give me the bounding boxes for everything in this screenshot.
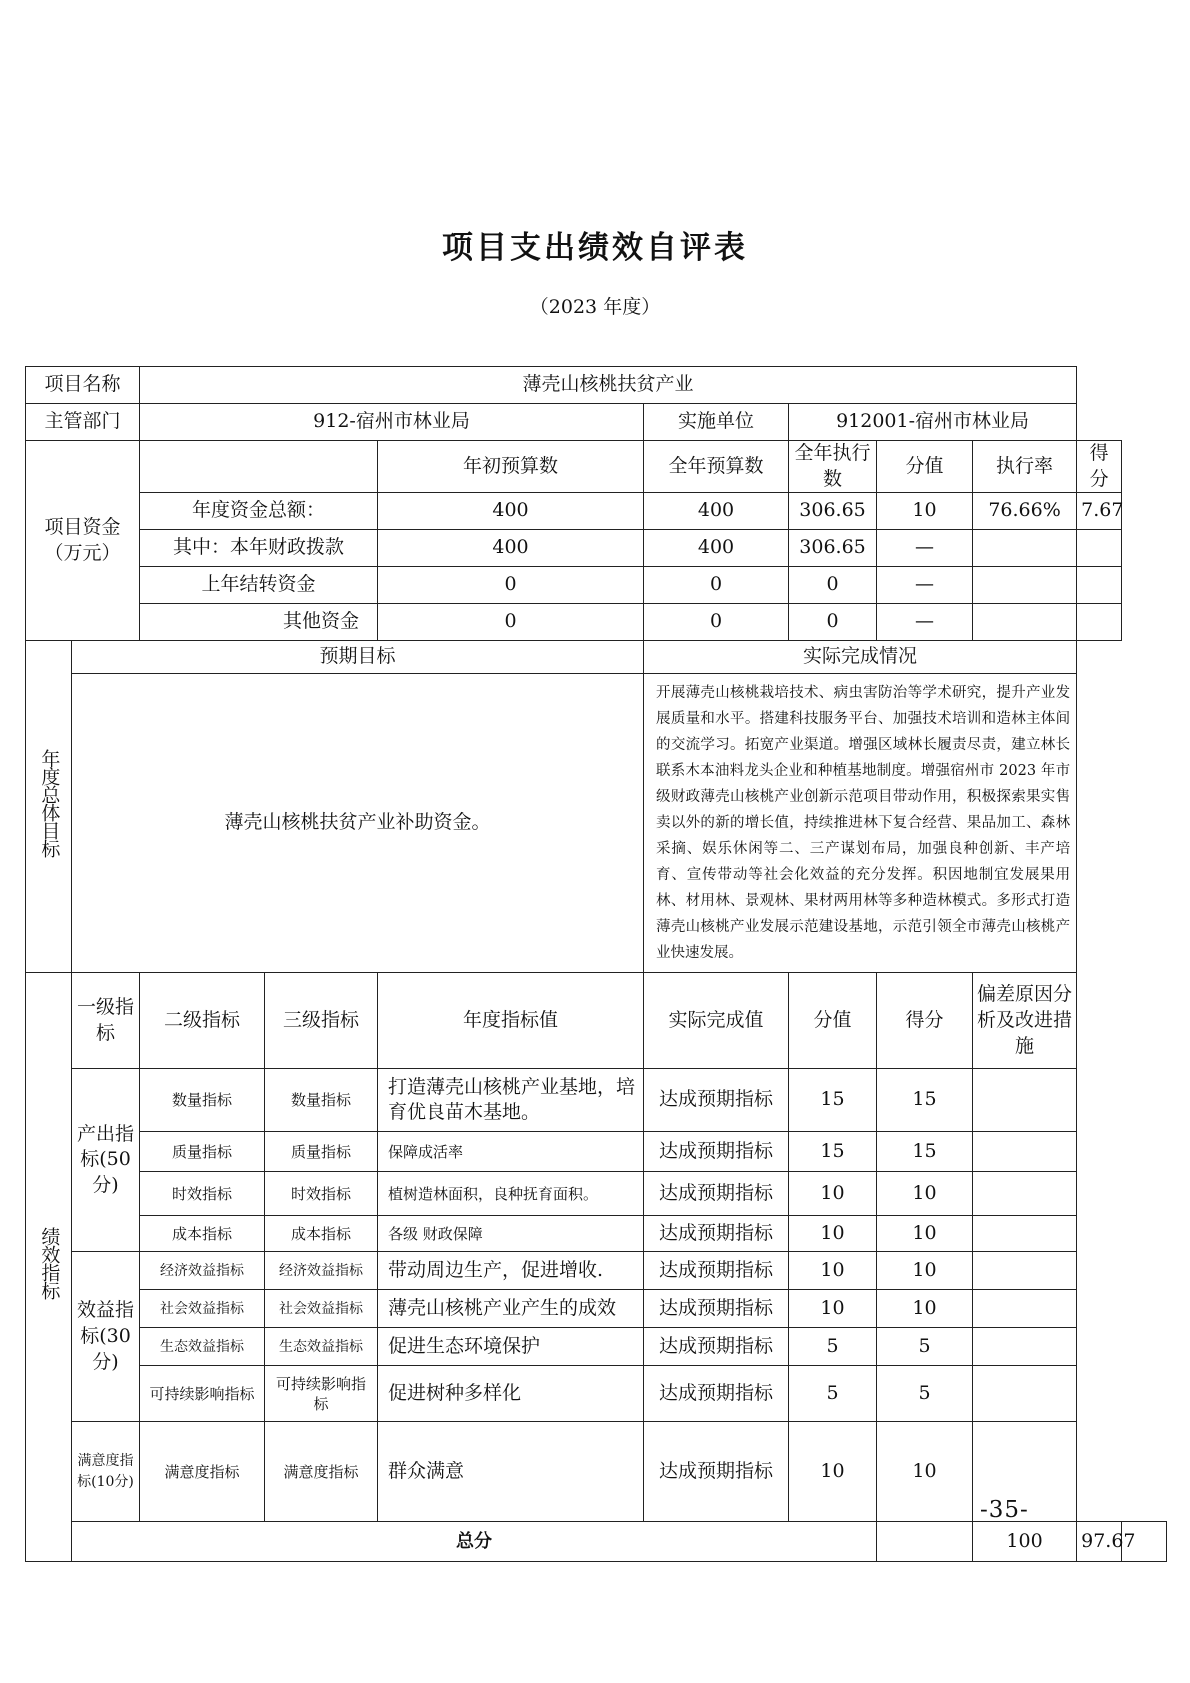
funds-label-line2: （万元） <box>44 541 121 564</box>
level2-cell: 满意度指标 <box>140 1422 265 1522</box>
total-score-value: 100 <box>973 1522 1077 1562</box>
score-cell: 10 <box>877 1216 973 1252</box>
target-cell: 带动周边生产，促进增收. <box>378 1252 644 1290</box>
funds-cell: 76.66% <box>973 493 1077 530</box>
form-year: （2023 年度） <box>529 296 661 318</box>
funds-cell: 0 <box>789 567 877 604</box>
funds-row-label: 年度资金总额： <box>140 493 378 530</box>
actual-cell: 达成预期指标 <box>644 1132 789 1172</box>
level2-cell: 生态效益指标 <box>140 1328 265 1366</box>
goals-label <box>26 641 72 973</box>
score-value-cell: 10 <box>789 1290 877 1328</box>
target-cell: 植树造林面积，良种抚育面积。 <box>378 1172 644 1216</box>
indicator-row <box>26 1132 1167 1172</box>
funds-cell: 0 <box>644 567 789 604</box>
funds-cell: 0 <box>378 604 644 641</box>
project-name-value: 薄壳山核桃扶贫产业 <box>140 367 1077 404</box>
score-value-cell: 10 <box>789 1422 877 1522</box>
target-cell: 促进树种多样化 <box>378 1366 644 1422</box>
target-cell: 薄壳山核桃产业产生的成效 <box>378 1290 644 1328</box>
score-cell: 10 <box>877 1172 973 1216</box>
funds-cell: 400 <box>644 530 789 567</box>
level3-cell: 可持续影响指标 <box>265 1366 378 1422</box>
deviation-cell <box>973 1290 1077 1328</box>
indicator-row <box>26 1328 1167 1366</box>
total-label: 总分 <box>72 1522 877 1562</box>
level1-header: 一级指标 <box>72 973 140 1069</box>
actual-cell: 达成预期指标 <box>644 1172 789 1216</box>
funds-cell: 10 <box>877 493 973 530</box>
deviation-cell <box>973 1132 1077 1172</box>
score-cell: 10 <box>877 1422 973 1522</box>
funds-cell <box>1077 530 1122 567</box>
funds-cell <box>973 567 1077 604</box>
funds-row-label: 其他资金 <box>140 604 378 641</box>
total-row <box>26 1522 1167 1562</box>
funds-row <box>26 493 1167 530</box>
implementer-label: 实施单位 <box>644 404 789 441</box>
level3-cell: 成本指标 <box>265 1216 378 1252</box>
funds-row <box>26 567 1167 604</box>
level2-cell: 成本指标 <box>140 1216 265 1252</box>
actual-header: 实际完成值 <box>644 973 789 1069</box>
funds-cell: — <box>877 567 973 604</box>
score-cell: 15 <box>877 1069 973 1132</box>
deviation-cell <box>973 1172 1077 1216</box>
funds-row-label: 其中：本年财政拨款 <box>140 530 378 567</box>
level3-cell: 社会效益指标 <box>265 1290 378 1328</box>
funds-cell <box>973 604 1077 641</box>
indicators-label-text: 绩效指标 <box>38 1227 61 1300</box>
score-value-cell: 5 <box>789 1328 877 1366</box>
level3-cell: 生态效益指标 <box>265 1328 378 1366</box>
funds-cell: — <box>877 530 973 567</box>
level2-header: 二级指标 <box>140 973 265 1069</box>
deviation-cell <box>973 1328 1077 1366</box>
level2-cell: 质量指标 <box>140 1132 265 1172</box>
indicators-header-row <box>26 973 1167 1069</box>
score-cell: 10 <box>877 1252 973 1290</box>
level3-cell: 时效指标 <box>265 1172 378 1216</box>
page-number: -35- <box>980 1497 1029 1523</box>
funds-cell: 400 <box>378 493 644 530</box>
score-value-cell: 5 <box>789 1366 877 1422</box>
deviation-cell <box>973 1216 1077 1252</box>
score-value-cell: 10 <box>789 1172 877 1216</box>
total-actual <box>877 1522 973 1562</box>
department-label: 主管部门 <box>26 404 140 441</box>
actual-cell: 达成预期指标 <box>644 1290 789 1328</box>
score-cell: 5 <box>877 1366 973 1422</box>
implementer-value: 912001-宿州市林业局 <box>789 404 1077 441</box>
funds-cell <box>973 530 1077 567</box>
target-cell: 打造薄壳山核桃产业基地，培育优良苗木基地。 <box>378 1069 644 1132</box>
target-cell: 群众满意 <box>378 1422 644 1522</box>
level3-cell: 经济效益指标 <box>265 1252 378 1290</box>
funds-cell: 306.65 <box>789 493 877 530</box>
funds-cell: 306.65 <box>789 530 877 567</box>
target-cell: 促进生态环境保护 <box>378 1328 644 1366</box>
actual-cell: 达成预期指标 <box>644 1366 789 1422</box>
funds-cell <box>1077 567 1122 604</box>
actual-cell: 达成预期指标 <box>644 1252 789 1290</box>
funds-header-rate: 执行率 <box>973 441 1077 493</box>
target-cell: 各级 财政保障 <box>378 1216 644 1252</box>
deviation-cell <box>973 1252 1077 1290</box>
project-name-row <box>26 367 1167 404</box>
indicator-row <box>26 1252 1167 1290</box>
deviation-header: 偏差原因分析及改进措施 <box>973 973 1077 1069</box>
benefit-indicators-group: 效益指标(30分) <box>72 1252 140 1422</box>
goals-content-row <box>26 674 1167 973</box>
output-indicators-group: 产出指标(50分) <box>72 1069 140 1252</box>
level3-cell: 数量指标 <box>265 1069 378 1132</box>
goals-label-text: 年度总体目标 <box>38 748 61 857</box>
funds-header-score: 得分 <box>1077 441 1122 493</box>
level2-cell: 社会效益指标 <box>140 1290 265 1328</box>
funds-row <box>26 604 1167 641</box>
deviation-cell <box>973 1366 1077 1422</box>
funds-header-score-value: 分值 <box>877 441 973 493</box>
department-value: 912-宿州市林业局 <box>140 404 644 441</box>
level2-cell: 可持续影响指标 <box>140 1366 265 1422</box>
actual-cell: 达成预期指标 <box>644 1328 789 1366</box>
actual-cell: 达成预期指标 <box>644 1069 789 1132</box>
score-cell: 10 <box>877 1290 973 1328</box>
funds-cell <box>1077 604 1122 641</box>
performance-table <box>25 366 1167 1562</box>
funds-label <box>26 441 140 641</box>
funds-cell: — <box>877 604 973 641</box>
funds-header-annual: 全年预算数 <box>644 441 789 493</box>
project-name-label: 项目名称 <box>26 367 140 404</box>
indicator-row <box>26 1172 1167 1216</box>
level3-cell: 满意度指标 <box>265 1422 378 1522</box>
target-cell: 保障成活率 <box>378 1132 644 1172</box>
target-header: 年度指标值 <box>378 973 644 1069</box>
funds-header-row <box>26 441 1167 493</box>
department-row <box>26 404 1167 441</box>
actual-cell: 达成预期指标 <box>644 1422 789 1522</box>
funds-row-label: 上年结转资金 <box>140 567 378 604</box>
score-value-cell: 15 <box>789 1069 877 1132</box>
expected-goal-text: 薄壳山核桃扶贫产业补助资金。 <box>72 674 644 973</box>
funds-cell: 0 <box>378 567 644 604</box>
satisfaction-indicators-group: 满意度指标(10分) <box>72 1422 140 1522</box>
funds-label-line1: 项目资金 <box>44 516 121 538</box>
level3-cell: 质量指标 <box>265 1132 378 1172</box>
actual-completion-text: 开展薄壳山核桃栽培技术、病虫害防治等学术研究，提升产业发展质量和水平。搭建科技服务平台、加强技术培训和造林主体间的交流学习。拓宽产业渠道。增强区域林长履责尽责，建立林长联系木本油料龙头企业和种植基地制度。增强宿州市 2023 年市级财政薄壳山核桃产业创新示范项目带动作用，积极探索果实售卖以外的新的增长值，持续推进林下复合经营、果品加工、森林采摘、娱乐休闲等二、三产谋划布局，加强良种创新、丰产培育、宣传带动等社会化效益的充分发挥。积因地制宜发展果用林、材用林、景观林、果材两用林等多种造林模式。多形式打造薄壳山核桃产业发展示范建设基地，示范引领全市薄壳山核桃产业快速发展。 <box>644 674 1077 973</box>
funds-cell: 0 <box>789 604 877 641</box>
level3-header: 三级指标 <box>265 973 378 1069</box>
score-value-cell: 10 <box>789 1216 877 1252</box>
expected-goal-header: 预期目标 <box>72 641 644 674</box>
score-value-cell: 15 <box>789 1132 877 1172</box>
score-value-cell: 10 <box>789 1252 877 1290</box>
score-cell: 5 <box>877 1328 973 1366</box>
funds-cell: 0 <box>644 604 789 641</box>
score-cell: 15 <box>877 1132 973 1172</box>
score-header: 得分 <box>877 973 973 1069</box>
indicator-row <box>26 1290 1167 1328</box>
score-value-header: 分值 <box>789 973 877 1069</box>
form-title: 项目支出绩效自评表 <box>442 230 748 266</box>
level2-cell: 数量指标 <box>140 1069 265 1132</box>
funds-header-initial: 年初预算数 <box>378 441 644 493</box>
funds-row <box>26 530 1167 567</box>
indicator-row <box>26 1216 1167 1252</box>
indicator-row <box>26 1069 1167 1132</box>
total-score: 97.67 <box>1077 1522 1122 1562</box>
indicator-row <box>26 1366 1167 1422</box>
level2-cell: 经济效益指标 <box>140 1252 265 1290</box>
funds-cell: 400 <box>378 530 644 567</box>
goals-header-row <box>26 641 1167 674</box>
actual-cell: 达成预期指标 <box>644 1216 789 1252</box>
funds-header-executed: 全年执行数 <box>789 441 877 493</box>
funds-cell: 400 <box>644 493 789 530</box>
deviation-cell <box>973 1069 1077 1132</box>
indicators-label <box>26 973 72 1562</box>
funds-cell: 7.67 <box>1077 493 1122 530</box>
funds-header-blank <box>140 441 378 493</box>
level2-cell: 时效指标 <box>140 1172 265 1216</box>
actual-completion-header: 实际完成情况 <box>644 641 1077 674</box>
